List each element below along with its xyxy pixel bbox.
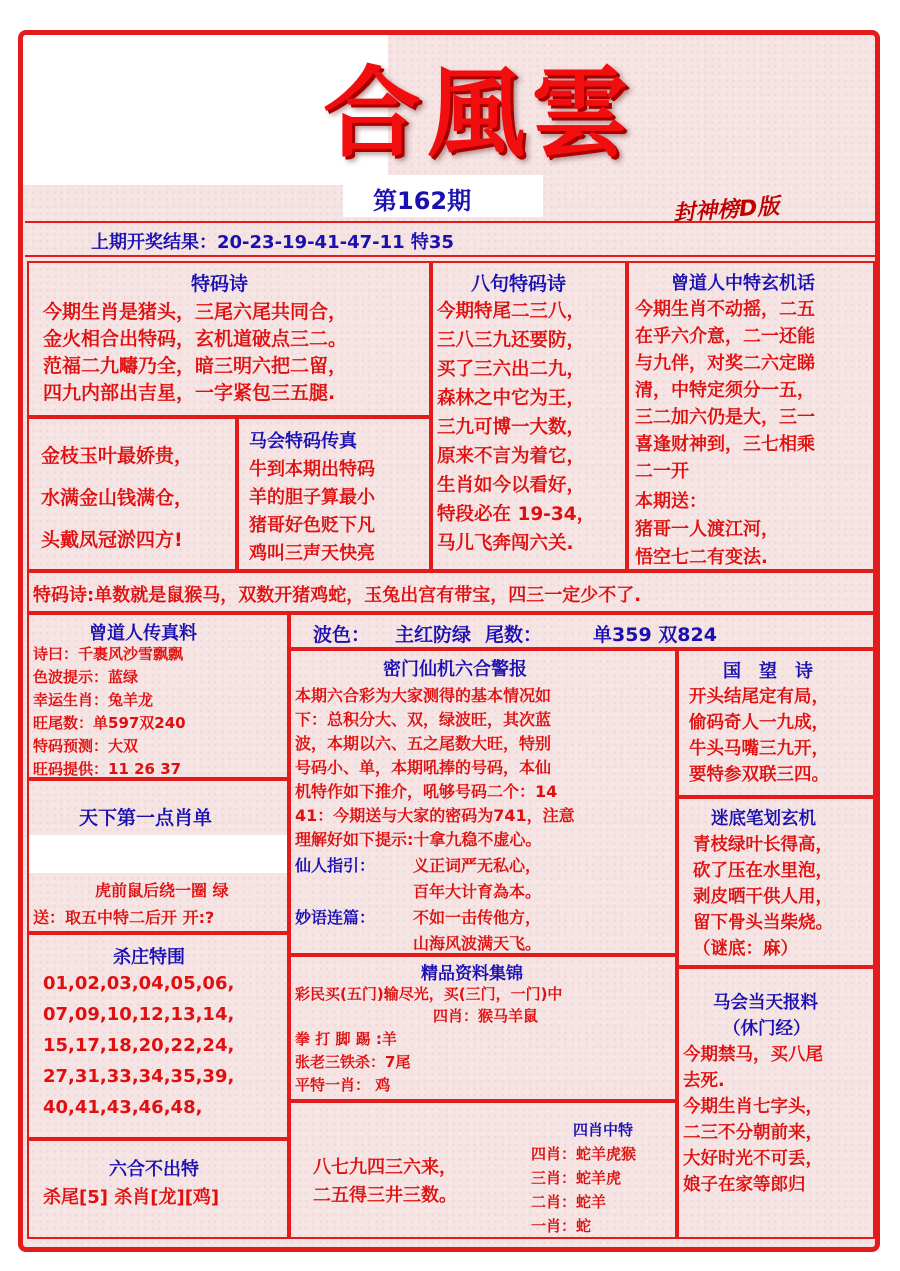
mahui-line: 牛到本期出特码 (249, 459, 375, 480)
mimen-line: 波，本期以六、五之尾数大旺，特别 (295, 734, 552, 753)
mahui-title: 马会特码传真 (249, 431, 357, 452)
mimen-line: 机特作如下推介，吼够号码二个：14 (295, 782, 558, 801)
mimen-z1-line: 义正词严无私心， (413, 856, 542, 875)
guowang-line: 开头结尾定有局， (689, 687, 829, 707)
mahui2-line: 大好时光不可丢， (683, 1149, 823, 1169)
zeng-line: 色波提示：蓝绿 (33, 668, 139, 686)
zeng-line: 旺码提供：11 26 37 (33, 760, 182, 778)
mahui2-sub: （休门经） (723, 1019, 811, 1039)
poem3-line: 猪哥一人渡江河， (635, 519, 779, 540)
wave-box (289, 613, 875, 649)
gold-line: 水满金山钱满仓， (41, 487, 194, 509)
shazhuang-title: 杀庄特围 (113, 947, 185, 968)
mimen-line: 下：总积分大、双，绿波旺，其次蓝 (295, 710, 552, 729)
banner-text: 特码诗:单数就是鼠猴马，双数开猪鸡蛇，玉兔出宫有带宝，四三一定少不了. (33, 585, 642, 606)
midi-line: 剥皮晒干供人用， (693, 887, 833, 907)
poem2-line: 买了三六出二九， (437, 359, 586, 380)
jingpin-line4: 张老三铁杀：7尾 (295, 1053, 411, 1071)
mahui2-line: 去死. (683, 1071, 725, 1091)
poem2-line: 三九可博一大数， (437, 417, 586, 438)
mimen-z2-line: 山海风波满天飞。 (413, 934, 542, 953)
poem2-line: 马儿飞奔闯六关. (437, 533, 574, 554)
tianxia-title: 天下第一点肖单 (79, 807, 213, 829)
tianxia-line: 送：取五中特二后开 开:? (33, 908, 215, 927)
mahui2-line: 娘子在家等郎归 (683, 1175, 806, 1195)
shazhuang-line: 01,02,03,04,05,06, (43, 973, 235, 994)
mahui2-line: 今期生肖七字头， (683, 1097, 823, 1117)
zeng-line: 诗曰：千裹风沙雪飘飘 (33, 645, 184, 663)
mahui2-line: 二三不分朝前来， (683, 1123, 823, 1143)
poem1-line: 今期生肖是猪头，三尾六尾共同合， (43, 301, 348, 323)
jingpin-title: 精品资料集锦 (421, 964, 523, 984)
liuhe-title: 六合不出特 (109, 1159, 199, 1180)
poem3-line: 清，中特定须分一五， (635, 380, 815, 401)
lottery-sheet (18, 30, 880, 1252)
guowang-line: 牛头马嘴三九开， (689, 739, 829, 759)
poem3-title: 曾道人中特玄机话 (671, 273, 815, 294)
poem1-line: 四九内部出吉星，一字紧包三五腿. (43, 382, 336, 404)
edition-label: 封神榜D版 (672, 194, 781, 227)
wave-value: 主红防绿 (395, 624, 472, 646)
midi-line: （谜底：麻） (693, 939, 798, 959)
poem2-line: 生肖如今以看好， (437, 475, 586, 496)
bqi-line: 二五得三井三数。 (313, 1185, 457, 1206)
poem3-line: 喜逢财神到，三七相乘 (635, 434, 815, 455)
mimen-z2-label: 妙语连篇： (295, 908, 376, 927)
gold-line: 头戴凤冠淤四方! (41, 529, 183, 551)
poem3-line: 本期送： (635, 491, 707, 512)
mahui2-title: 马会当天报料 (713, 993, 818, 1013)
mimen-line: 号码小、单，本期吼捧的号码，本仙 (295, 758, 552, 777)
gold-line: 金枝玉叶最娇贵， (41, 445, 194, 467)
zeng-line: 特码预测：大双 (33, 737, 139, 755)
last-result-text: 上期开奖结果：20-23-19-41-47-11 特35 (91, 232, 454, 253)
mimen-title: 密门仙机六合警报 (383, 659, 527, 680)
jingpin-line5: 平特一肖： 鸡 (295, 1076, 391, 1094)
guowang-title: 国 望 诗 (723, 661, 813, 682)
poem2-line: 原来不言为着它， (437, 446, 586, 467)
zeng-title: 曾道人传真料 (89, 623, 197, 644)
midi-line: 青枝绿叶长得高， (693, 835, 833, 855)
shazhuang-line: 07,09,10,12,13,14, (43, 1004, 235, 1025)
mimen-z1-line: 百年大计育為本。 (413, 882, 542, 901)
zeng-line: 幸运生肖：兔羊龙 (33, 691, 154, 709)
poem1-line: 范福二九疇乃全，暗三明六把二留， (43, 355, 348, 377)
poem3-line: 在乎六介意，二一还能 (635, 326, 815, 347)
poem1-line: 金火相合出特码，玄机道破点三二。 (43, 328, 348, 350)
sixiao-line: 一肖：蛇 (531, 1217, 592, 1235)
midi-line: 留下骨头当柴烧。 (693, 913, 833, 933)
bqi-line: 八七九四三六来， (313, 1157, 457, 1178)
poem3-line: 三二加六仍是大，三一 (635, 407, 815, 428)
poem2-line: 特段必在 19-34， (437, 504, 596, 525)
liuhe-line: 杀尾[5] 杀肖[龙][鸡] (43, 1187, 220, 1208)
poem2-title: 八句特码诗 (471, 273, 567, 295)
poem3-line: 与九伴，对奖二六定睇 (635, 353, 815, 374)
poem2-line: 三八三九还要防， (437, 330, 586, 351)
mimen-z1-label: 仙人指引： (295, 856, 376, 875)
poem3-line: 悟空七二有变法. (635, 547, 768, 568)
tianxia-line: 虎前鼠后绕一圈 绿 (95, 881, 229, 900)
shazhuang-line: 40,41,43,46,48, (43, 1097, 203, 1118)
poem2-line: 今期特尾二三八， (437, 301, 586, 322)
issue-number: 第162期 (373, 187, 472, 215)
logo-title: 合風雲 (323, 56, 636, 171)
mimen-line: 本期六合彩为大家测得的基本情况如 (295, 686, 552, 705)
mahui-line: 羊的胆子算最小 (249, 487, 375, 508)
sixiao-line: 四肖：蛇羊虎猴 (531, 1145, 637, 1163)
poem2-line: 森林之中它为王， (437, 388, 586, 409)
shazhuang-line: 27,31,33,34,35,39, (43, 1066, 235, 1087)
jingpin-line1: 彩民买(五门)输尽光，买(三门，一门)中 (295, 985, 563, 1003)
zeng-line: 旺尾数：单597双240 (33, 714, 186, 732)
mimen-z2-line: 不如一击传他方， (413, 908, 542, 927)
midi-title: 迷底笔划玄机 (711, 809, 816, 829)
sixiao-title: 四肖中特 (573, 1121, 634, 1139)
mahui-line: 猪哥好色贬下凡 (249, 515, 375, 536)
poem3-line: 今期生肖不动摇，二五 (635, 299, 815, 320)
poem3-line: 二一开 (635, 461, 689, 482)
sixiao-line: 二肖：蛇羊 (531, 1193, 607, 1211)
guowang-line: 要特参双联三四。 (689, 765, 829, 785)
wave-label: 波色： (313, 624, 371, 646)
tianxia-blank (29, 835, 287, 873)
wave-tail-label: 尾数： (485, 624, 543, 646)
sixiao-line: 三肖：蛇羊虎 (531, 1169, 622, 1187)
mahui2-line: 今期禁马，买八尾 (683, 1045, 823, 1065)
shazhuang-line: 15,17,18,20,22,24, (43, 1035, 235, 1056)
jingpin-line2: 四肖：猴马羊鼠 (433, 1007, 539, 1025)
mimen-line: 理解好如下提示:十拿九稳不虚心。 (295, 830, 542, 849)
jingpin-line3: 拳 打 脚 踢 :羊 (295, 1030, 397, 1048)
wave-tail: 单359 双824 (593, 624, 717, 646)
mimen-line: 41：今期送与大家的密码为741，注意 (295, 806, 575, 825)
poem1-title: 特码诗 (191, 273, 249, 295)
midi-line: 砍了压在水里泡， (693, 861, 833, 881)
mahui-line: 鸡叫三声天快亮 (249, 543, 375, 564)
guowang-line: 偷码奇人一九成， (689, 713, 829, 733)
